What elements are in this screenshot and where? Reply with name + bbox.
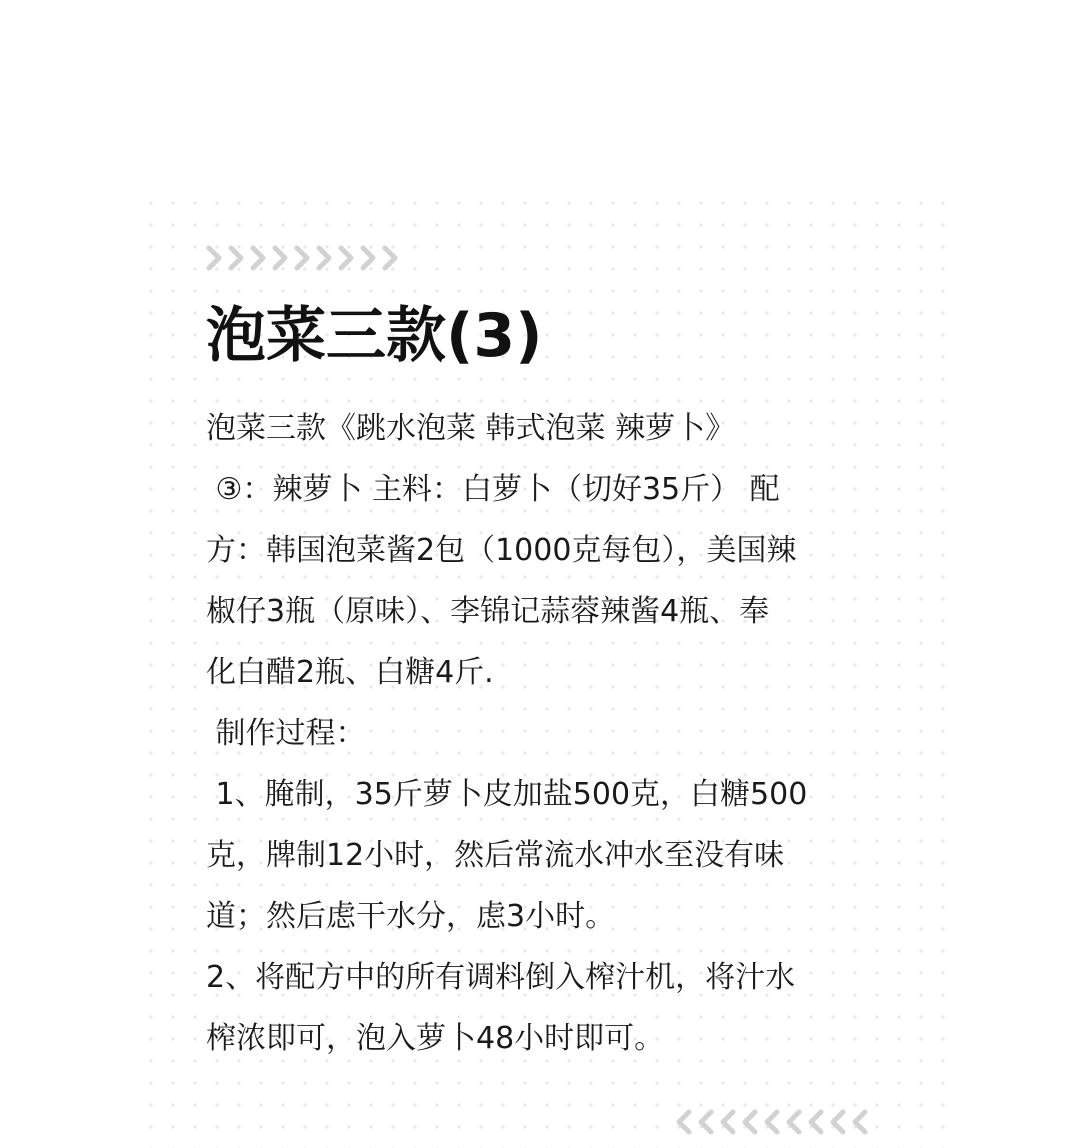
chevron-right-icon [270,236,292,280]
chevron-right-icon [314,236,336,280]
text-line: ③：辣萝卜 主料：白萝卜（切好35斤） 配 [206,472,780,507]
text-line: 化白醋2瓶、白糖4斤. [206,655,494,690]
chevron-left-icon [760,1100,782,1144]
chevron-right-icon [226,236,248,280]
chevron-right-icon [204,236,226,280]
chevron-left-icon [804,1100,826,1144]
chevron-right-icon [358,236,380,280]
chevron-right-icon [292,236,314,280]
recipe-body [206,398,876,1069]
chevron-left-icon [672,1100,694,1144]
chevron-right-icon [336,236,358,280]
chevron-left-icon [738,1100,760,1144]
chevron-right-icon [248,236,270,280]
text-line: 克，牌制12小时，然后常流水冲水至没有味 [206,838,785,873]
text-line: 2、将配方中的所有调料倒入榨汁机，将汁水 [206,960,796,995]
chevron-left-icon [782,1100,804,1144]
chevron-right-icon [380,236,402,280]
top-chevron-decoration [204,236,402,280]
text-line: 泡菜三款《跳水泡菜 韩式泡菜 辣萝卜》 [206,411,736,446]
text-line: 道；然后虑干水分，虑3小时。 [206,899,616,934]
bottom-chevron-decoration [672,1100,870,1144]
text-line: 制作过程： [206,716,366,751]
page-title: 泡菜三款(3) [206,301,543,371]
chevron-left-icon [694,1100,716,1144]
chevron-left-icon [716,1100,738,1144]
chevron-left-icon [826,1100,848,1144]
chevron-left-icon [848,1100,870,1144]
text-line: 1、腌制，35斤萝卜皮加盐500克，白糖500 [206,777,808,812]
text-line: 椒仔3瓶（原味）、李锦记蒜蓉辣酱4瓶、奉 [206,594,770,629]
text-line: 榨浓即可，泡入萝卜48小时即可。 [206,1021,665,1056]
text-line: 方：韩国泡菜酱2包（1000克每包），美国辣 [206,533,797,568]
